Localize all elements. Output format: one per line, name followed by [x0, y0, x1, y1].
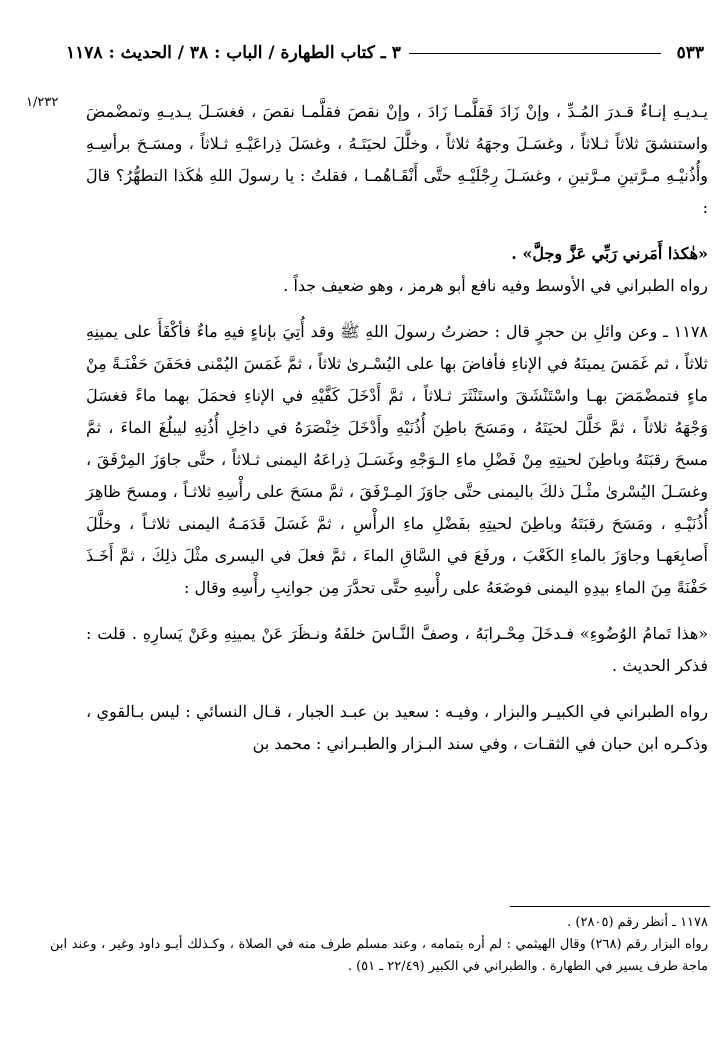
page-number: ٥٣٣	[676, 43, 704, 63]
source-note-2: رواه الطبراني في الكبيـر والبزار ، وفيـه : سعيد بن عبـد الجبار ، قـال النسائي : ليس بـالقوي ، وذكـره ابن حبان في الثقـات ، وفي سند البـزار والطبـراني : محمد بن	[86, 702, 708, 753]
header-rule	[409, 53, 661, 54]
footnote-divider	[510, 906, 710, 907]
hadith-quote: «هٰكذا أَمَرني رَبِّي عَزَّ وجلَّ» .	[511, 244, 708, 263]
footnotes	[50, 912, 708, 978]
paragraph-continuation: يـديـهِ إنـاءٌ قـدرَ المُـدِّ ، وإنْ زَادَ فَقلَّمـا زَادَ ، وإنْ نقصَ فقلَّمـا نقصَ ، فغسَـلَ يـديـهِ وتمضْمضَ واستنشقَ ثلاثاً ثـلاثاً ، وغسَـلَ وجهَهُ ثلاثاً ، وخلَّلَ لحيَتَـهُ ، وغسَلَ ذِراعَيْـهِ ثـلاثاً ، ومسَـحَ برأسِـهِ وأُذُنيْـهِ مـرَّتينِ مـرَّتينِ ، وغسَـلَ رِجْلَيْـهِ حتَّى أَنْقَـاهُمـا ، فقلتُ : يا رسولَ اللهِ هٰكَذا التطهُّرُ؟ قالَ :	[86, 102, 708, 217]
chapter-title: ٣ ـ كتاب الطهارة / الباب : ٣٨ / الحديث : ١١٧٨	[66, 43, 401, 63]
main-text	[86, 96, 708, 760]
running-header	[66, 38, 704, 68]
hadith-conclusion: «هذا تَمامُ الوُضُوءِ» فـدخَلَ مِحْـرابَهُ ، وصفَّ النَّـاسَ خلفَهُ ونـظَرَ عَنْ يمينِهِ وعَنْ يَسارِهِ . قلت : فذكر الحديث .	[86, 624, 708, 675]
footnote-line-1: ١١٧٨ ـ أنظر رقم (٢٨٠٥) .	[567, 915, 708, 930]
footnote-line-2: رواه البزار رقم (٢٦٨) وقال الهيثمي : لم أره بتمامه ، وعند مسلم طرف منه في الصلاة ، وكـذلك أبـو داود وغير ، وعند ابن ماجة طرف يسير في الطهارة . والطبراني في الكبير (٢٢/٤٩ ـ ٥١) .	[50, 937, 708, 974]
source-note: رواه الطبراني في الأوسط وفيه نافع أبو هرمز ، وهو ضعيف جداً .	[283, 276, 708, 295]
margin-reference: ١/٢٣٢	[26, 95, 59, 110]
hadith-1178: ١١٧٨ ـ وعن وائلِ بن حجرٍ قال : حضرتُ رسولَ اللهِ ﷺ وقد أُتِيَ بإناءٍ فيهِ ماءٌ فأكْفَأَ على يمينِهِ ثلاثاً ، ثم غَمَسَ يمينَهُ في الإناءِ فأفاضَ بها على اليُسْـرىٰ ثلاثاً ، ثمَّ غَمَسَ اليُمْنى فحَفَنَ حَفْنَـةً مِنْ ماءٍ فتمضْمَضَ بهـا واسْتَنْشَقَ واستَنْثَرَ ثـلاثاً ، ثمَّ أَدْخَلَ كَفَّيْهِ في الإناءِ فحمَلَ بهما ماءً فغسَلَ وَجْهَهُ ثلاثاً ، ثمَّ خَلَّلَ لحيَتَهُ ، ومَسَحَ باطِنَ أُذُنَيْهِ وأَدْخَلَ خِنْصَرَهُ في داخِلِ أُذُنِهِ ليبلُغَ الماءَ ، ثمَّ مسحَ رقبَتَهُ وباطِنَ لحيتِهِ مِنْ فَضْلِ ماءِ الـوَجْهِ وغَسَـلَ ذِراعَهُ اليمنى ثـلاثاً ، حتَّى جاوَزَ المِرْفَقَ ، وغسَـلَ اليُسْرىٰ مثْـلَ ذلكَ باليمنى حتَّى جاوَزَ المِـرْفَقَ ، ثمَّ مسَحَ على رأْسِهِ ثلاثـاً ، ومسحَ ظاهِرَ أُذُنَيْـهِ ، ومَسَحَ رقبَتَهُ وباطِنَ لحيتِهِ بفَضْلِ ماءِ الرأْسِ ، ثمَّ غَسَلَ قَدَمَـهُ اليمنى ثلاثـاً ، وخلَّلَ أَصابِعَهـا وجاوَزَ بالماءِ الكَعْبَ ، ورفَعَ في السَّاقِ الماءَ ، ثمَّ فعلَ في اليسرى مثْلَ ذلِكَ ، ثمَّ أَخَـذَ حَفْنَةً مِنَ الماءِ بيدِهِ اليمنى فوضَعَهُ على رأْسِهِ حتَّى تحدَّرَ مِن جوانِبِ رأْسِهِ وقال :	[86, 322, 709, 597]
